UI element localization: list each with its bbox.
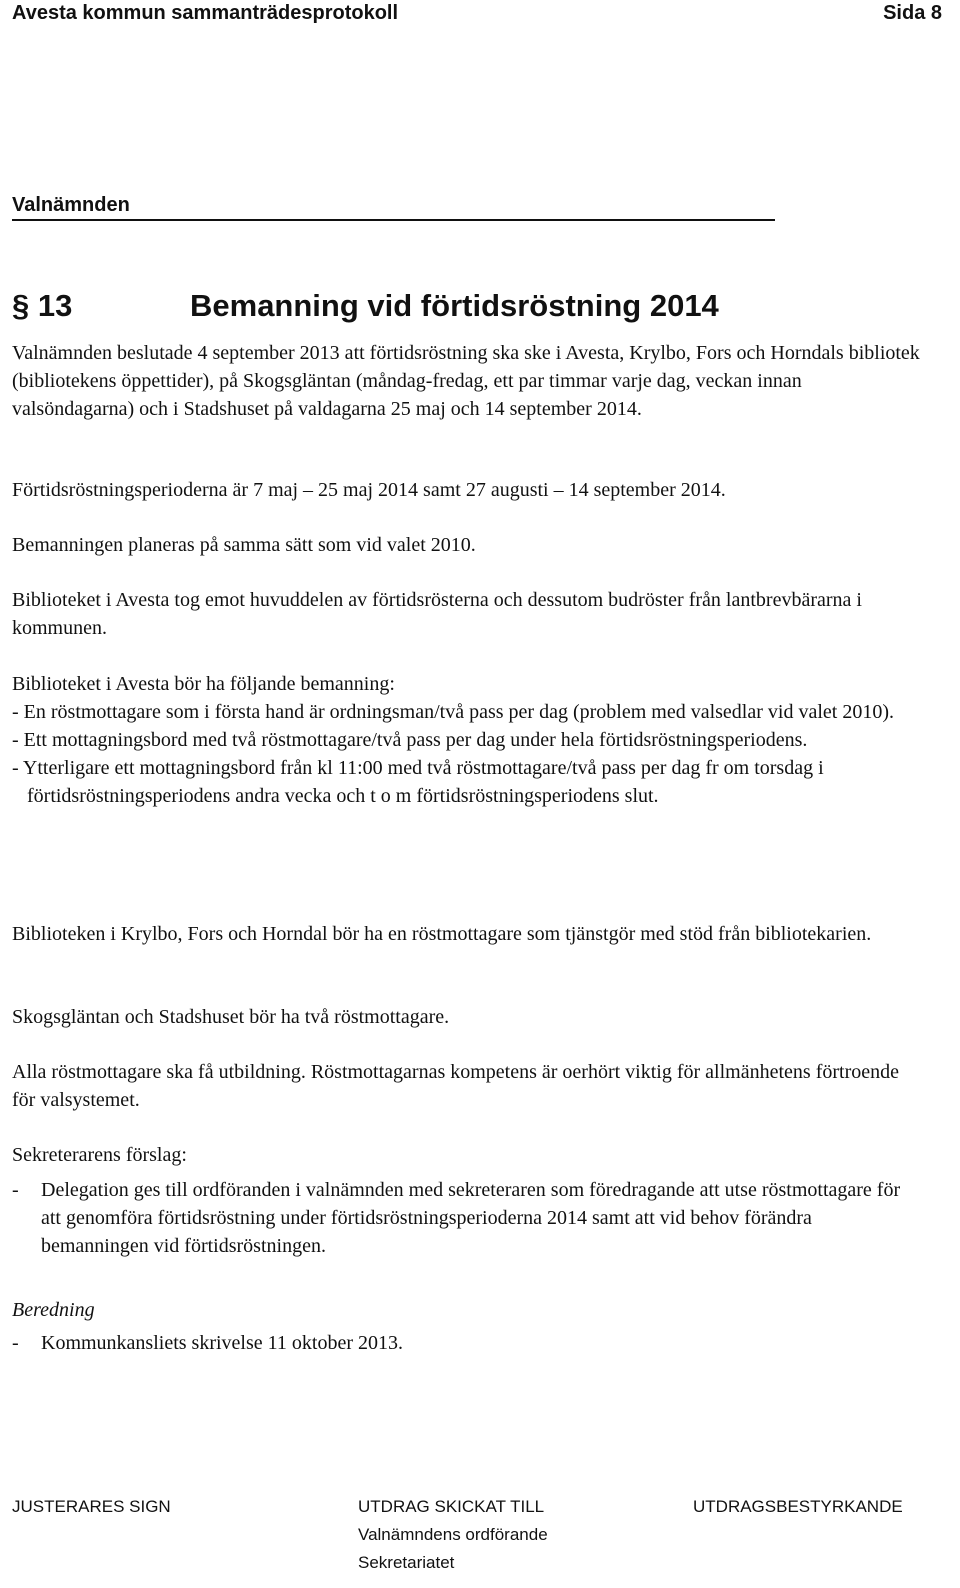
proposal-item bbox=[12, 1176, 922, 1260]
preparation-item bbox=[12, 1329, 922, 1357]
staffing-list-item: - Ett mottagningsbord med två röstmottagare/två pass per dag under hela förtidsröstningsperiodens. bbox=[12, 729, 808, 751]
footer-recipient: Valnämndens ordförande bbox=[358, 1525, 548, 1544]
staffing-list-intro: Biblioteket i Avesta bör ha följande bemanning: bbox=[12, 673, 395, 695]
section-title: Bemanning vid förtidsröstning 2014 bbox=[190, 288, 719, 323]
paragraph-decision: Valnämnden beslutade 4 september 2013 att förtidsröstning ska ske i Avesta, Krylbo, Fors och Horndals bibliotek (bibliotekens öppettider), på Skogsgläntan (måndag-fredag, ett par timmar varje dag, veckan innan valsöndagarna) och i Stadshuset på valdagarna 25 maj och 14 september 2014. bbox=[12, 342, 920, 420]
staffing-list-item: - En röstmottagare som i första hand är ordningsman/två pass per dag (problem med valsedlar vid valet 2010). bbox=[12, 701, 894, 723]
paragraph-other-libraries: Biblioteken i Krylbo, Fors och Horndal bör ha en röstmottagare som tjänstgör med stöd från bibliotekarien. bbox=[12, 923, 872, 945]
paragraph-staffing-plan: Bemanningen planeras på samma sätt som vid valet 2010. bbox=[12, 534, 476, 556]
preparation-heading: Beredning bbox=[12, 1299, 95, 1321]
paragraph-periods: Förtidsröstningsperioderna är 7 maj – 25 maj 2014 samt 27 augusti – 14 september 2014. bbox=[12, 479, 726, 501]
proposal-dash: - bbox=[12, 1179, 19, 1201]
footer-utdrag-skickat bbox=[358, 1493, 548, 1577]
preparation-dash: - bbox=[12, 1332, 19, 1354]
paragraph-skogsglantan: Skogsgläntan och Stadshuset bör ha två röstmottagare. bbox=[12, 1006, 450, 1028]
section-number: § 13 bbox=[12, 288, 73, 323]
paragraph-avesta-library: Biblioteket i Avesta tog emot huvuddelen av förtidsrösterna och dessutom budröster från lantbrevbärarna i kommunen. bbox=[12, 589, 862, 639]
footer-utdragsbestyrkande: UTDRAGSBESTYRKANDE bbox=[693, 1497, 903, 1516]
preparation-text: Kommunkansliets skrivelse 11 oktober 2013. bbox=[41, 1332, 403, 1354]
staffing-list bbox=[12, 670, 922, 810]
footer-justerares-sign: JUSTERARES SIGN bbox=[12, 1497, 171, 1516]
staffing-list-item: - Ytterligare ett mottagningsbord från kl 11:00 med två röstmottagare/två pass per dag fr om torsdag i förtidsröstningsperiodens andra vecka och t o m förtidsröstningsperiodens slut. bbox=[12, 757, 824, 807]
section-heading bbox=[12, 286, 719, 326]
footer-recipient: Sekretariatet bbox=[358, 1553, 455, 1572]
document-header-title: Avesta kommun sammanträdesprotokoll bbox=[12, 2, 399, 24]
committee-name: Valnämnden bbox=[12, 194, 130, 216]
proposal-text: Delegation ges till ordföranden i valnämnden med sekreteraren som föredragande att utse röstmottagare för att genomföra förtidsröstning under förtidsröstningsperioderna 2014 samt att vid behov förändra bemanningen vid förtidsröstningen. bbox=[41, 1179, 901, 1257]
paragraph-training: Alla röstmottagare ska få utbildning. Röstmottagarnas kompetens är oerhört viktig för allmänhetens förtroende för valsystemet. bbox=[12, 1061, 899, 1111]
proposal-heading: Sekreterarens förslag: bbox=[12, 1144, 187, 1166]
committee-underline bbox=[12, 219, 775, 221]
footer-utdrag-title: UTDRAG SKICKAT TILL bbox=[358, 1497, 545, 1516]
page-number: Sida 8 bbox=[883, 2, 942, 24]
